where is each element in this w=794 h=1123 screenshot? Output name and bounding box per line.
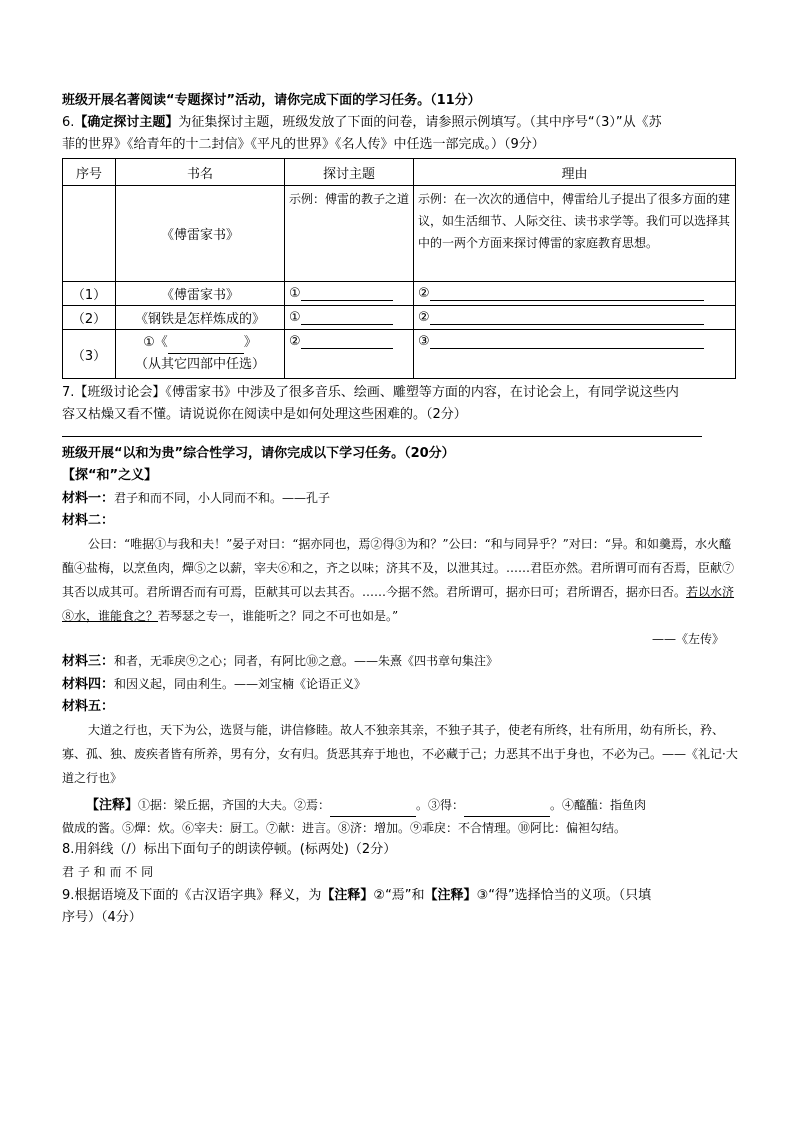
material-1-text: 君子和而不同，小人同而不和。——孔子 [114, 491, 331, 505]
section-intro-harmony: 班级开展“以和为贵”综合性学习，请你完成以下学习任务。（20分） [62, 446, 455, 461]
row-3-index: （3） [63, 330, 116, 379]
question-7-line1: 7.【班级讨论会】《傅雷家书》中涉及了很多音乐、绘画、雕塑等方面的内容，在讨论会上，有同学说这些内 [62, 385, 679, 400]
material-1 [62, 487, 738, 510]
question-9-part-c: ③“得”选择恰当的义项。（只填 [476, 888, 652, 903]
question-7-line2: 容又枯燥又看不懂。请说说你在阅读中是如何处理这些困难的。（2分） [62, 407, 467, 422]
header-reason: 理由 [414, 159, 736, 186]
row-3-reason-blank[interactable] [430, 334, 704, 349]
row-3-book-line [120, 332, 280, 354]
notes-line1 [62, 794, 738, 817]
survey-example-row [63, 186, 736, 282]
row-3-reason-mark: ③ [418, 334, 430, 349]
row-1-reason-cell [414, 282, 736, 306]
question-9-tag-2: 【注释】 [424, 888, 477, 903]
material-5-label: 材料五： [62, 699, 115, 714]
question-9-tag-1: 【注释】 [321, 888, 374, 903]
row-2-reason-blank[interactable] [430, 310, 704, 325]
worksheet-page [62, 90, 738, 929]
header-book: 书名 [116, 159, 285, 186]
section-title-harmony: 【探“和”之义】 [62, 468, 158, 483]
survey-row-3 [63, 330, 736, 379]
note-3-blank[interactable] [464, 802, 550, 817]
row-3-topic-blank[interactable] [301, 334, 393, 349]
row-3-topic-mark: ② [289, 334, 301, 349]
notes-part3: 。④醯醢：指鱼肉 [550, 798, 647, 812]
row-2-topic-cell [285, 306, 414, 330]
material-3-label: 材料三： [62, 654, 115, 669]
material-2-source: ——《左传》 [651, 632, 724, 646]
question-6-number: 6. [62, 115, 75, 130]
notes-part2: 。③得： [416, 798, 465, 812]
material-5-text: 大道之行也，天下为公，选贤与能，讲信修睦。故人不独亲其亲，不独子其子，使老有所终，壮有所用，幼有所长，矜、寡、孤、独、废疾者皆有所养，男有分，女有归。货恶其弃于地也，不必藏于己；力恶其不出于身也，不必为己。——《礼记·大道之行也》 [62, 723, 738, 785]
survey-row-1 [63, 282, 736, 306]
row-1-reason-blank[interactable] [430, 286, 704, 301]
row-1-topic-cell [285, 282, 414, 306]
example-index [63, 186, 116, 282]
material-3 [62, 650, 738, 673]
example-reason: 示例：在一次次的通信中，傅雷给儿子提出了很多方面的建议，如生活细节、人际交往、读书求学等。我们可以选择其中的一两个方面来探讨傅雷的家庭教育思想。 [414, 186, 736, 282]
row-3-topic-cell [285, 330, 414, 379]
material-2-text [62, 532, 738, 628]
material-3-text: 和者，无乖戾⑨之心；同者，有阿比⑩之意。——朱熹《四书章句集注》 [114, 654, 499, 668]
question-6-line2: 菲的世界》《给青年的十二封信》《平凡的世界》《名人传》中任选一部完成。）（9分） [62, 137, 545, 152]
row-1-topic-mark: ① [289, 286, 301, 301]
header-topic: 探讨主题 [285, 159, 414, 186]
row-3-book-prefix: ①《 [143, 335, 168, 350]
row-1-reason-mark: ② [418, 286, 430, 301]
section-intro-reading: 班级开展名著阅读“专题探讨”活动，请你完成下面的学习任务。（11分） [62, 93, 481, 108]
row-2-index: （2） [63, 306, 116, 330]
row-3-book-suffix: 》 [243, 335, 257, 350]
notes-part1: ①据：梁丘据，齐国的大夫。②焉： [138, 798, 331, 812]
question-6-text-1: 为征集探讨主题，班级发放了下面的问卷，请参照示例填写。（其中序号“（3）”从《苏 [178, 115, 662, 130]
question-9-part-a: 9.根据语境及下面的《古汉语字典》释义，为 [62, 888, 322, 903]
row-3-book-note: （从其它四部中任选） [134, 357, 265, 372]
row-2-topic-mark: ① [289, 310, 301, 325]
row-1-index: （1） [63, 282, 116, 306]
row-2-topic-blank[interactable] [301, 310, 393, 325]
question-9-line2: 序号）（4分） [62, 910, 142, 925]
survey-row-2 [63, 306, 736, 330]
material-4-label: 材料四： [62, 677, 115, 692]
question-6-line1 [62, 112, 738, 134]
question-8-sentence: 君 子 和 而 不 同 [62, 865, 154, 879]
material-2-body: 公曰：“唯据①与我和夫！”晏子对曰：“据亦同也，焉②得③为和？”公曰：“和与同异乎？”对曰：“异。和如羹焉，水火醯醢④盐梅，以烹鱼肉，燀⑤之以薪，宰夫⑥和之，齐之以味；济其不及，以泄其过。……君臣亦然。君所谓可而有否焉，臣献⑦其否以成其可。君所谓否而有可焉，臣献其可以去其否。……今据不然。君所谓可，据亦曰可；君所谓否，据亦曰否。 [62, 537, 735, 599]
notes-line2: 做成的酱。⑤燀：炊。⑥宰夫：厨工。⑦献：进言。⑧济：增加。⑨乖戾：不合情理。⑩阿比：偏袒勾结。 [62, 821, 627, 835]
row-3-book-cell [116, 330, 285, 379]
material-4 [62, 673, 738, 696]
row-1-topic-blank[interactable] [301, 286, 393, 301]
notes-tag: 【注释】 [86, 798, 139, 813]
survey-table [62, 158, 736, 379]
material-4-text: 和因义起，同由利生。——刘宝楠《论语正义》 [114, 677, 367, 691]
header-index: 序号 [63, 159, 116, 186]
note-2-blank[interactable] [330, 802, 416, 817]
material-2-end: 若琴瑟之专一，谁能听之？同之不可也如是。” [158, 609, 399, 623]
row-3-reason-cell [414, 330, 736, 379]
question-9-part-b: ②“焉”和 [373, 888, 425, 903]
material-2-label: 材料二： [62, 513, 115, 528]
question-6-tag: 【确定探讨主题】 [74, 115, 179, 130]
material-2-underlined: 若以水济⑧水，谁能食之？ [62, 585, 735, 623]
survey-header-row [63, 159, 736, 186]
example-book: 《傅雷家书》 [116, 186, 285, 282]
row-2-book: 《钢铁是怎样炼成的》 [116, 306, 285, 330]
row-2-reason-cell [414, 306, 736, 330]
row-2-reason-mark: ② [418, 310, 430, 325]
question-7-answer-line[interactable] [62, 436, 702, 437]
question-8: 8.用斜线（/）标出下面句子的朗读停顿。(标两处)（2分） [62, 842, 397, 857]
row-1-book: 《傅雷家书》 [116, 282, 285, 306]
question-9-line1 [62, 885, 738, 907]
material-1-label: 材料一： [62, 491, 115, 506]
row-3-book-blank[interactable] [168, 339, 244, 354]
example-topic: 示例：傅雷的教子之道 [285, 186, 414, 282]
